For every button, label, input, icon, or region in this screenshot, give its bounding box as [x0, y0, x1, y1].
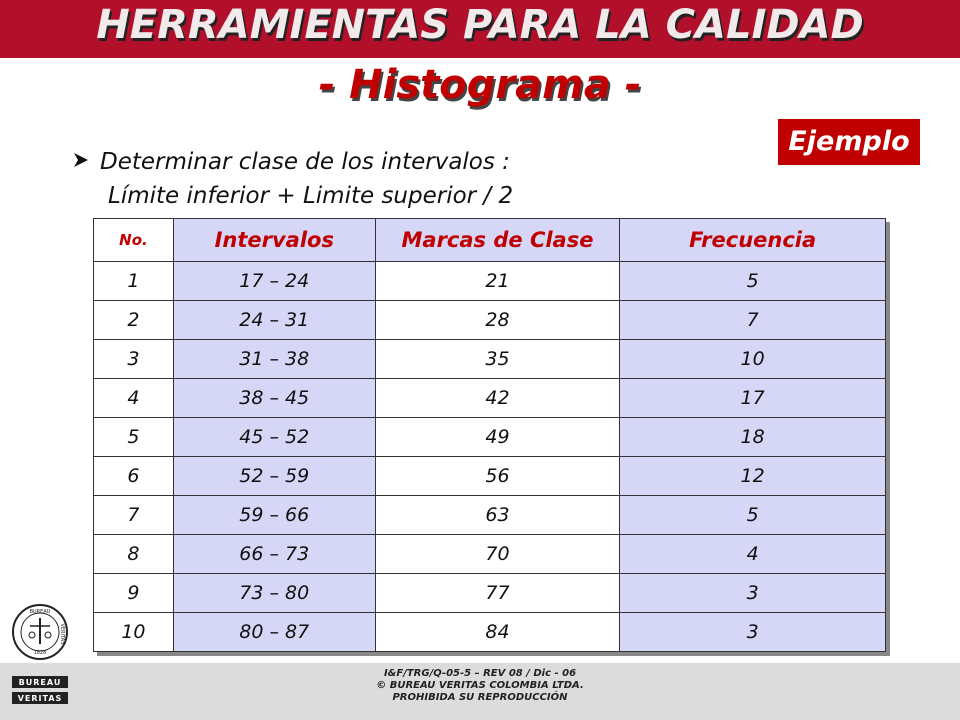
cell-intervalo: 73 – 80 [173, 574, 375, 613]
table-row [94, 340, 886, 379]
header-no: No. [94, 219, 174, 262]
footer-line-1: I&F/TRG/Q-05-5 – REV 08 / Dic - 06 [383, 668, 577, 679]
cell-frecuencia: 4 [620, 535, 886, 574]
cell-no: 9 [94, 574, 174, 613]
bullet-text [72, 145, 513, 213]
cell-frecuencia: 3 [620, 574, 886, 613]
cell-frecuencia: 5 [620, 496, 886, 535]
cell-marca: 63 [375, 496, 620, 535]
cell-marca: 35 [375, 340, 620, 379]
table-row [94, 379, 886, 418]
seal-year: 1828 [33, 650, 47, 656]
cell-no: 1 [94, 262, 174, 301]
slide-title: HERRAMIENTAS PARA LA CALIDAD [96, 2, 864, 48]
cell-intervalo: 38 – 45 [173, 379, 375, 418]
cell-frecuencia: 5 [620, 262, 886, 301]
table-row [94, 574, 886, 613]
cell-marca: 42 [375, 379, 620, 418]
header-intervalos: Intervalos [173, 219, 375, 262]
cell-no: 6 [94, 457, 174, 496]
logo-word-bureau: BUREAU [18, 678, 62, 687]
cell-no: 3 [94, 340, 174, 379]
cell-intervalo: 59 – 66 [173, 496, 375, 535]
cell-marca: 84 [375, 613, 620, 652]
cell-frecuencia: 18 [620, 418, 886, 457]
histogram-table [93, 218, 886, 652]
cell-marca: 49 [375, 418, 620, 457]
footer-line-3: PROHIBIDA SU REPRODUCCIÓN [392, 692, 568, 703]
cell-frecuencia: 12 [620, 457, 886, 496]
bullet-line-2: Límite inferior + Limite superior / 2 [108, 183, 514, 209]
cell-no: 7 [94, 496, 174, 535]
table-row [94, 613, 886, 652]
arrowhead-bullet-icon [72, 145, 100, 179]
table-row [94, 496, 886, 535]
cell-no: 8 [94, 535, 174, 574]
cell-no: 4 [94, 379, 174, 418]
table-row [94, 535, 886, 574]
cell-frecuencia: 3 [620, 613, 886, 652]
seal-ring-text-top: BUREAU [29, 609, 51, 615]
cell-no: 10 [94, 613, 174, 652]
header-frecuencia: Frecuencia [620, 219, 886, 262]
cell-marca: 70 [375, 535, 620, 574]
cell-no: 2 [94, 301, 174, 340]
table-row [94, 418, 886, 457]
cell-no: 5 [94, 418, 174, 457]
cell-marca: 77 [375, 574, 620, 613]
cell-frecuencia: 17 [620, 379, 886, 418]
cell-intervalo: 80 – 87 [173, 613, 375, 652]
cell-intervalo: 31 – 38 [173, 340, 375, 379]
footer-text [0, 668, 960, 704]
cell-intervalo: 66 – 73 [173, 535, 375, 574]
seal-ring-text-right: VERITAS [59, 623, 65, 645]
cell-marca: 21 [375, 262, 620, 301]
table-header-row [94, 219, 886, 262]
slide-subtitle: - Histograma - [318, 62, 642, 108]
bullet-line-1: Determinar clase de los intervalos : [100, 149, 510, 175]
cell-intervalo: 24 – 31 [173, 301, 375, 340]
table-row [94, 457, 886, 496]
table-row [94, 262, 886, 301]
cell-marca: 56 [375, 457, 620, 496]
cell-intervalo: 45 – 52 [173, 418, 375, 457]
cell-frecuencia: 10 [620, 340, 886, 379]
cell-intervalo: 17 – 24 [173, 262, 375, 301]
example-badge: Ejemplo [778, 119, 920, 165]
footer-line-2: © BUREAU VERITAS COLOMBIA LTDA. [376, 680, 584, 691]
cell-frecuencia: 7 [620, 301, 886, 340]
table-row [94, 301, 886, 340]
logo-word-veritas: VERITAS [17, 694, 63, 703]
cell-intervalo: 52 – 59 [173, 457, 375, 496]
cell-marca: 28 [375, 301, 620, 340]
header-marcas-de-clase: Marcas de Clase [375, 219, 620, 262]
